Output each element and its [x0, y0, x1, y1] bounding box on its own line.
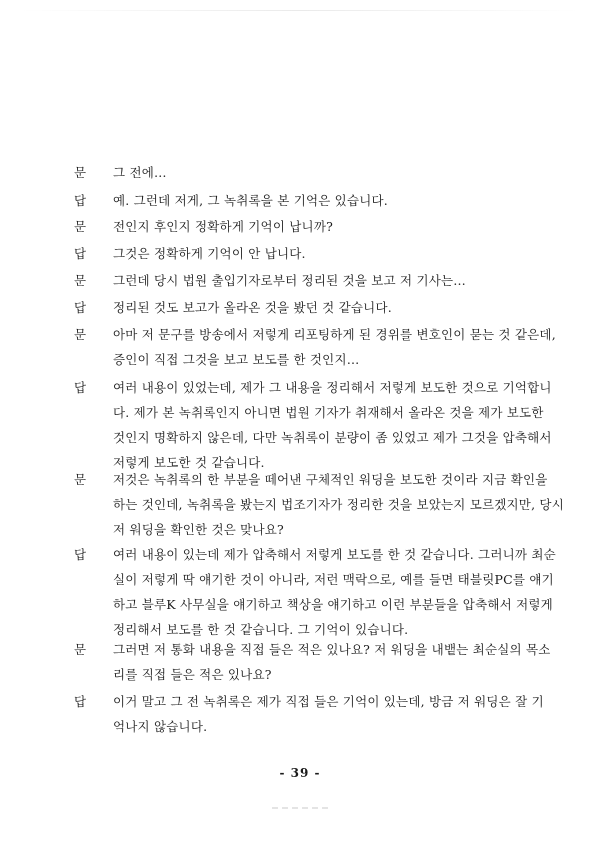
- transcript-line: 아마 저 문구를 방송에서 저렇게 리포팅하게 된 경위를 변호인이 묻는 것 같은데,: [113, 327, 556, 342]
- transcript-line: 정리해서 보도를 한 것 같습니다. 그 기억이 있습니다.: [113, 622, 409, 637]
- transcript-line: 저것은 녹취록의 한 부분을 떼어낸 구체적인 워딩을 보도한 것이라 지금 확인을: [113, 472, 548, 487]
- transcript-line: 억나지 않습니다.: [113, 719, 208, 734]
- answer-label: 답: [74, 547, 87, 562]
- answer-label: 답: [74, 246, 87, 261]
- scan-edge: [20, 10, 580, 11]
- transcript-line: 전인지 후인지 정확하게 기억이 납니까?: [113, 219, 333, 234]
- answer-label: 답: [74, 193, 87, 208]
- question-label: 문: [74, 165, 87, 180]
- question-label: 문: [74, 472, 87, 487]
- transcript-line: 것인지 명확하지 않은데, 다만 녹취록이 분량이 좀 있었고 제가 그것을 압축해서: [113, 430, 552, 445]
- page-number: - 39 -: [279, 766, 321, 780]
- transcript-line: 그 전에…: [113, 165, 167, 180]
- transcript-line: 정리된 것도 보고가 올라온 것을 봤던 것 같습니다.: [113, 300, 392, 315]
- transcript-line: 이거 말고 그 전 녹취록은 제가 직접 들은 기억이 있는데, 방금 저 워딩은 잘 기: [113, 694, 544, 709]
- transcript-line: 그것은 정확하게 기억이 안 납니다.: [113, 246, 306, 261]
- transcript-line: 하는 것인데, 녹취록을 봤는지 법조기자가 정리한 것을 보았는지 모르겠지만, 당시: [113, 497, 564, 512]
- transcript-line: 여러 내용이 있었는데, 제가 그 내용을 정리해서 저렇게 보도한 것으로 기억합니: [113, 380, 552, 395]
- question-label: 문: [74, 642, 87, 657]
- question-label: 문: [74, 327, 87, 342]
- answer-label: 답: [74, 380, 87, 395]
- transcript-line: 리를 직접 들은 적은 있나요?: [113, 667, 272, 682]
- faint-stamp: [270, 797, 350, 811]
- transcript-line: 다. 제가 본 녹취록인지 아니면 법원 기자가 취재해서 올라온 것을 제가 보도한: [113, 405, 544, 420]
- transcript-line: 예. 그런데 저게, 그 녹취록을 본 기억은 있습니다.: [113, 193, 388, 208]
- transcript-line: 여러 내용이 있는데 제가 압축해서 저렇게 보도를 한 것 같습니다. 그러니까 최순: [113, 547, 556, 562]
- question-label: 문: [74, 219, 87, 234]
- transcript-line: 그러면 저 통화 내용을 직접 들은 적은 있나요? 저 워딩을 내뱉는 최순실의 목소: [113, 642, 551, 657]
- transcript-line: 증인이 직접 그것을 보고 보도를 한 것인지…: [113, 352, 360, 367]
- transcript-line: 그런데 당시 법원 출입기자로부터 정리된 것을 보고 저 기사는…: [113, 273, 466, 288]
- question-label: 문: [74, 273, 87, 288]
- transcript-line: 저렇게 보도한 것 같습니다.: [113, 455, 265, 470]
- answer-label: 답: [74, 300, 87, 315]
- answer-label: 답: [74, 694, 87, 709]
- transcript-line: 하고 블루K 사무실을 얘기하고 책상을 얘기하고 이런 부분들을 압축해서 저렇게: [113, 597, 553, 612]
- transcript-line: 저 워딩을 확인한 것은 맞나요?: [113, 522, 284, 537]
- transcript-line: 실이 저렇게 딱 얘기한 것이 아니라, 저런 맥락으로, 예를 들면 태블릿PC를 얘기: [113, 572, 554, 587]
